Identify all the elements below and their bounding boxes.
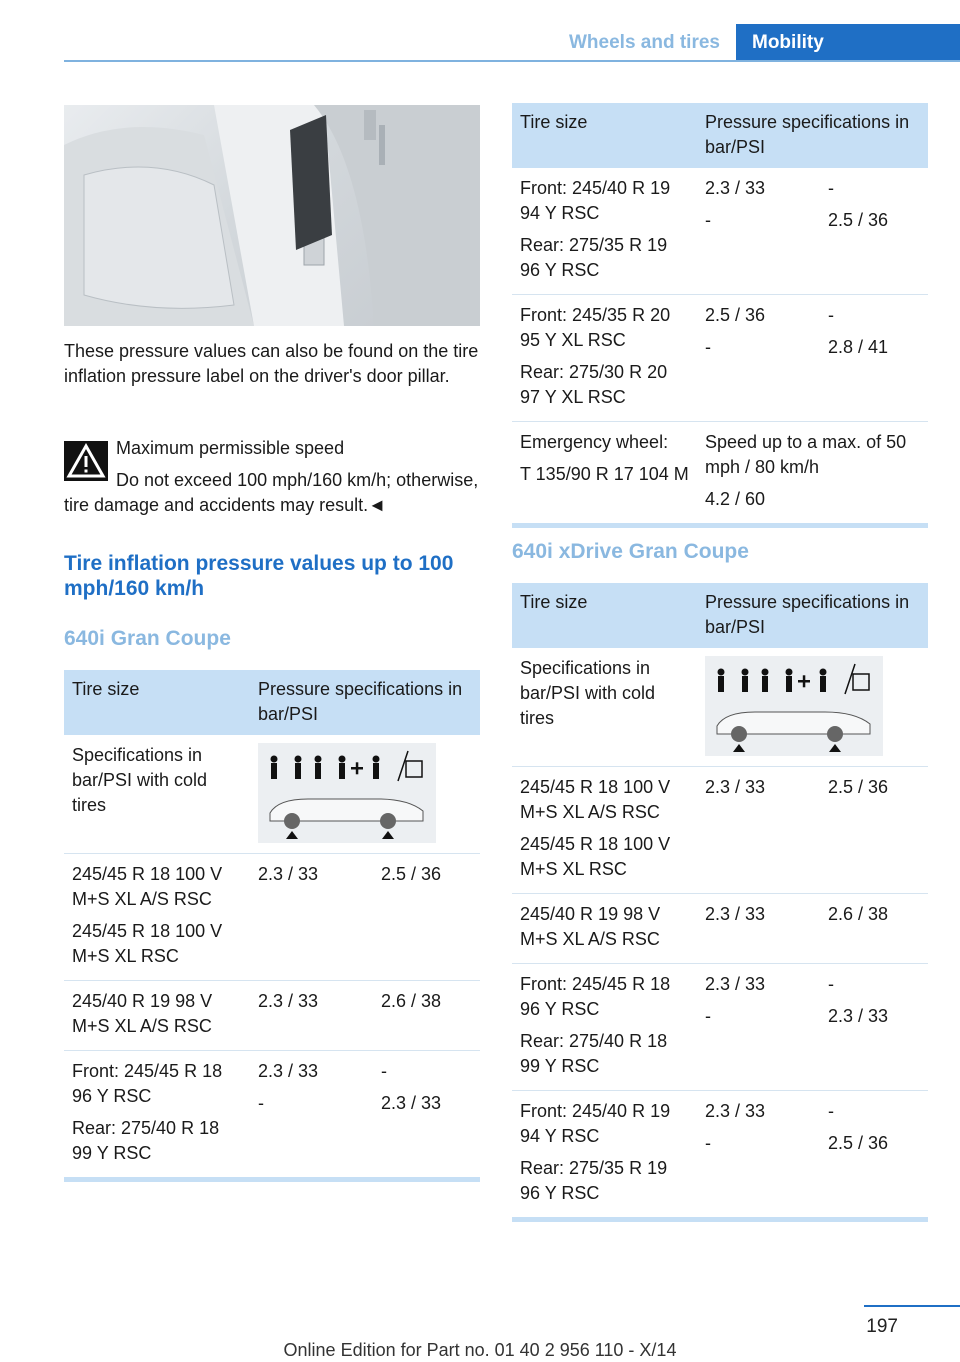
table-row: 245/45 R 18 100 V M+S XL A/S RSC 245/45 R 18 100 V M+S XL RSC 2.3 / 33 2.5 / 36	[512, 767, 928, 894]
table-row: Front: 245/40 R 19 94 Y RSC Rear: 275/35 R 19 96 Y RSC 2.3 / 33 - - 2.5 / 36	[512, 168, 928, 295]
table-end-bar	[512, 1217, 928, 1222]
spec-row-label: Specifications in bar/PSI with cold tires	[512, 648, 697, 767]
table-row: 245/45 R 18 100 V M+S XL A/S RSC 245/45 R 18 100 V M+S XL RSC 2.3 / 33 2.5 / 36	[64, 854, 480, 981]
section-heading: Tire inflation pressure values up to 100 mph/160 km/h	[64, 552, 454, 600]
right-top-pressure-table	[512, 103, 928, 528]
section-title[interactable]: Wheels and tires	[569, 32, 720, 53]
door-pillar-photo	[64, 105, 480, 326]
col-header-tire-size: Tire size	[512, 583, 697, 648]
col-header-pressure: Pressure specifications in bar/PSI	[697, 103, 928, 168]
right-pressure-table	[512, 583, 928, 1222]
emergency-wheel-row: Emergency wheel: T 135/90 R 17 104 M Speed up to a max. of 50 mph / 80 km/h 4.2 / 60	[520, 432, 907, 509]
page-header	[0, 24, 960, 62]
model-heading-640i-xdrive: 640i xDrive Gran Coupe	[512, 540, 749, 563]
header-rule	[64, 60, 960, 62]
table-row: 245/40 R 19 98 V M+S XL A/S RSC 2.3 / 33 2.6 / 38	[512, 894, 928, 964]
load-pictogram	[258, 743, 436, 843]
warning-text: Do not exceed 100 mph/160 km/h; otherwise, tire damage and accidents may result.◄	[64, 470, 479, 515]
load-pictogram	[705, 656, 883, 756]
chapter-tab[interactable]: Mobility	[736, 24, 960, 62]
col-header-pressure: Pressure specifications in bar/PSI	[250, 670, 480, 735]
table-row: 245/40 R 19 98 V M+S XL A/S RSC 2.3 / 33 2.6 / 38	[64, 981, 480, 1051]
edition-line: Online Edition for Part no. 01 40 2 956 110 - X/14	[283, 1340, 677, 1360]
table-row: Front: 245/35 R 20 95 Y XL RSC Rear: 275/30 R 20 97 Y XL RSC 2.5 / 36 - - 2.8 / 41	[512, 295, 928, 422]
page-number: 197	[866, 1316, 898, 1337]
left-pressure-table	[64, 670, 480, 1182]
model-heading-640i: 640i Gran Coupe	[64, 627, 231, 650]
footer-rule	[864, 1305, 960, 1307]
col-header-pressure: Pressure specifications in bar/PSI	[697, 583, 928, 648]
table-row: Front: 245/40 R 19 94 Y RSC Rear: 275/35 R 19 96 Y RSC 2.3 / 33 - - 2.5 / 36	[520, 1101, 889, 1203]
warning-title: Maximum permissible speed	[116, 438, 345, 458]
table-row: Front: 245/45 R 18 96 Y RSC Rear: 275/40 R 18 99 Y RSC 2.3 / 33 - - 2.3 / 33	[512, 964, 928, 1091]
col-header-tire-size: Tire size	[64, 670, 250, 735]
table-end-bar	[64, 1177, 480, 1182]
table-row: Front: 245/45 R 18 96 Y RSC Rear: 275/40 R 18 99 Y RSC 2.3 / 33 - - 2.3 / 33	[72, 1061, 442, 1163]
table-end-bar	[512, 523, 928, 528]
col-header-tire-size: Tire size	[512, 103, 697, 168]
spec-row-label: Specifications in bar/PSI with cold tires	[64, 735, 250, 854]
intro-text: These pressure values can also be found on the tire inflation pressure label on the driver's door pillar.	[64, 341, 479, 386]
